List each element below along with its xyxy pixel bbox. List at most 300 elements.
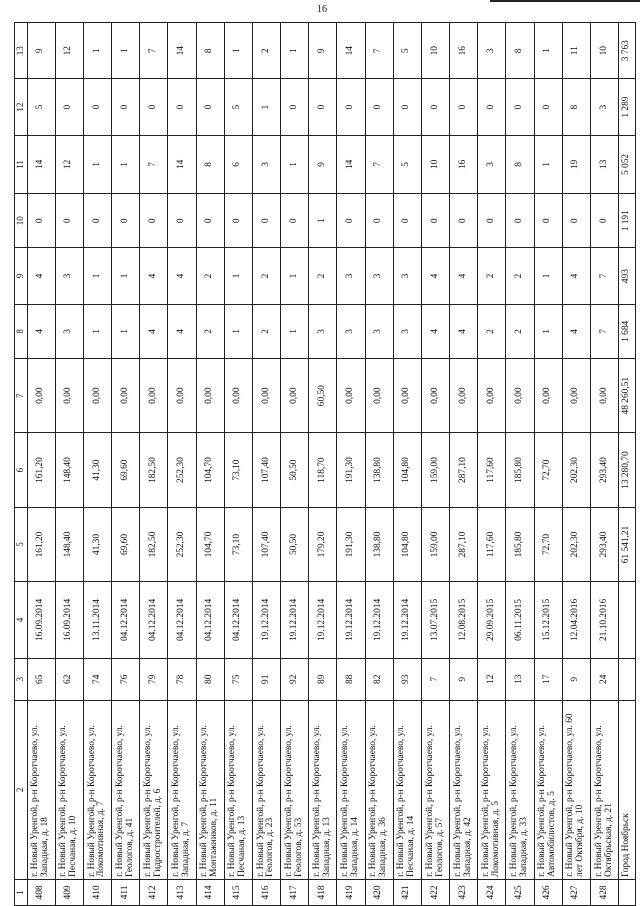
- total-value-cell: 1 191: [619, 194, 636, 248]
- total-value-cell: 48 260,51: [619, 358, 636, 432]
- column-number-cell: 11: [15, 135, 28, 193]
- value-cell: 0: [478, 194, 506, 248]
- address-cell: г. Новый Уренгой, р-н Коротчаево, ул. Западная, д. 13: [309, 700, 337, 879]
- table-row: [224, 23, 252, 906]
- value-cell: 0,00: [421, 358, 449, 432]
- value-cell: 13.11.2014: [83, 582, 111, 658]
- value-cell: 76: [112, 658, 140, 700]
- empty-cell: [619, 582, 636, 658]
- value-cell: 104,80: [393, 507, 421, 581]
- column-number-cell: 12: [15, 79, 28, 135]
- value-cell: 161,20: [27, 507, 55, 581]
- value-cell: 182,50: [140, 433, 168, 507]
- row-number-cell: 411: [112, 879, 140, 905]
- value-cell: 9: [450, 658, 478, 700]
- value-cell: 4: [168, 304, 196, 358]
- value-cell: 14: [337, 23, 365, 79]
- value-cell: 293,40: [590, 433, 618, 507]
- table-row: [281, 23, 309, 906]
- value-cell: 0,00: [140, 358, 168, 432]
- value-cell: 1: [83, 135, 111, 193]
- value-cell: 138,80: [365, 507, 393, 581]
- value-cell: 0: [112, 79, 140, 135]
- value-cell: 8: [506, 135, 534, 193]
- total-label: Город Ноябрьск: [619, 700, 636, 879]
- value-cell: 12: [55, 135, 83, 193]
- value-cell: 14: [168, 23, 196, 79]
- empty-cell: [619, 658, 636, 700]
- value-cell: 11: [562, 23, 590, 79]
- table-row: [196, 23, 224, 906]
- value-cell: 0: [281, 194, 309, 248]
- row-number-cell: 425: [506, 879, 534, 905]
- column-number-cell: 4: [15, 582, 28, 658]
- value-cell: 0: [55, 79, 83, 135]
- value-cell: 60,50: [309, 358, 337, 432]
- total-value-cell: 1 289: [619, 79, 636, 135]
- value-cell: 252,30: [168, 433, 196, 507]
- value-cell: 1: [534, 248, 562, 304]
- value-cell: 0: [393, 194, 421, 248]
- row-number-cell: 426: [534, 879, 562, 905]
- address-cell: г. Новый Уренгой, р-н Коротчаево, ул. Песчаная, д. 10: [55, 700, 83, 879]
- value-cell: 1: [281, 135, 309, 193]
- value-cell: 9: [27, 23, 55, 79]
- value-cell: 4: [562, 248, 590, 304]
- value-cell: 7: [421, 658, 449, 700]
- value-cell: 0: [140, 194, 168, 248]
- value-cell: 19.12.2014: [393, 582, 421, 658]
- empty-cell: [619, 879, 636, 905]
- value-cell: 16.09.2014: [27, 582, 55, 658]
- value-cell: 7: [140, 135, 168, 193]
- row-number-cell: 418: [309, 879, 337, 905]
- value-cell: 0,00: [196, 358, 224, 432]
- value-cell: 0: [27, 194, 55, 248]
- row-number-cell: 408: [27, 879, 55, 905]
- row-number-cell: 414: [196, 879, 224, 905]
- table-row: [450, 23, 478, 906]
- column-number-cell: 9: [15, 248, 28, 304]
- address-cell: г. Новый Уренгой, р-н Коротчаево, ул. Геологов, д. 23: [252, 700, 280, 879]
- table-row: [309, 23, 337, 906]
- value-cell: 138,80: [365, 433, 393, 507]
- value-cell: 12: [478, 658, 506, 700]
- table-row: [590, 23, 618, 906]
- top-edge-rule: [490, 0, 640, 2]
- address-cell: г. Новый Уренгой, р-н Коротчаево, ул. Песчаная, д. 14: [393, 700, 421, 879]
- value-cell: 1: [83, 248, 111, 304]
- value-cell: 2: [309, 248, 337, 304]
- value-cell: 0: [196, 79, 224, 135]
- value-cell: 161,20: [27, 433, 55, 507]
- value-cell: 0,00: [281, 358, 309, 432]
- value-cell: 0,00: [83, 358, 111, 432]
- value-cell: 04.12.2014: [224, 582, 252, 658]
- table-body: [15, 23, 636, 906]
- value-cell: 4: [27, 248, 55, 304]
- address-cell: г. Новый Уренгой, р-н Коротчаево, ул. Геологов, д. 41: [112, 700, 140, 879]
- value-cell: 0: [281, 79, 309, 135]
- value-cell: 3: [337, 304, 365, 358]
- value-cell: 104,80: [393, 433, 421, 507]
- value-cell: 182,50: [140, 507, 168, 581]
- value-cell: 2: [196, 304, 224, 358]
- row-number-cell: 417: [281, 879, 309, 905]
- table-row: [83, 23, 111, 906]
- value-cell: 13: [590, 135, 618, 193]
- address-cell: г. Новый Уренгой, р-н Коротчаево, ул. Западная, д. 7: [168, 700, 196, 879]
- value-cell: 0: [140, 79, 168, 135]
- value-cell: 148,40: [55, 507, 83, 581]
- value-cell: 19.12.2014: [337, 582, 365, 658]
- value-cell: 0: [252, 194, 280, 248]
- total-value-cell: 61 541,21: [619, 507, 636, 581]
- value-cell: 9: [309, 23, 337, 79]
- value-cell: 3: [478, 23, 506, 79]
- row-number-cell: 423: [450, 879, 478, 905]
- value-cell: 2: [252, 23, 280, 79]
- value-cell: 3: [337, 248, 365, 304]
- value-cell: 10: [421, 135, 449, 193]
- value-cell: 13.07.2015: [421, 582, 449, 658]
- address-cell: г. Новый Уренгой, р-н Коротчаево, ул. Геологов, д. 53: [281, 700, 309, 879]
- value-cell: 72,70: [534, 507, 562, 581]
- value-cell: 0,00: [478, 358, 506, 432]
- value-cell: 41,30: [83, 433, 111, 507]
- value-cell: 19.12.2014: [365, 582, 393, 658]
- row-number-cell: 413: [168, 879, 196, 905]
- value-cell: 0: [168, 194, 196, 248]
- value-cell: 0: [224, 194, 252, 248]
- value-cell: 1: [309, 194, 337, 248]
- row-number-cell: 416: [252, 879, 280, 905]
- value-cell: 3: [393, 304, 421, 358]
- table-row: [534, 23, 562, 906]
- value-cell: 107,40: [252, 507, 280, 581]
- value-cell: 69,60: [112, 433, 140, 507]
- table-row: [27, 23, 55, 906]
- value-cell: 0: [337, 194, 365, 248]
- value-cell: 74: [83, 658, 111, 700]
- value-cell: 107,40: [252, 433, 280, 507]
- value-cell: 92: [281, 658, 309, 700]
- value-cell: 3: [55, 304, 83, 358]
- value-cell: 2: [506, 304, 534, 358]
- address-cell: г. Новый Уренгой, р-н Коротчаево, ул. 60 лет Октября, д. 10: [562, 700, 590, 879]
- value-cell: 65: [27, 658, 55, 700]
- value-cell: 0,00: [365, 358, 393, 432]
- value-cell: 0: [168, 79, 196, 135]
- value-cell: 7: [365, 135, 393, 193]
- value-cell: 191,30: [337, 507, 365, 581]
- value-cell: 79: [140, 658, 168, 700]
- value-cell: 0: [337, 79, 365, 135]
- value-cell: 179,20: [309, 507, 337, 581]
- value-cell: 7: [590, 304, 618, 358]
- value-cell: 1: [224, 23, 252, 79]
- value-cell: 4: [140, 304, 168, 358]
- value-cell: 14: [27, 135, 55, 193]
- value-cell: 15.12.2015: [534, 582, 562, 658]
- value-cell: 1: [112, 248, 140, 304]
- value-cell: 0: [309, 79, 337, 135]
- value-cell: 7: [140, 23, 168, 79]
- address-cell: г. Новый Уренгой, р-н Коротчаево, ул. Октябрьская, д. 21: [590, 700, 618, 879]
- value-cell: 04.12.2014: [196, 582, 224, 658]
- value-cell: 9: [309, 135, 337, 193]
- value-cell: 4: [27, 304, 55, 358]
- value-cell: 0: [83, 79, 111, 135]
- table-row: [140, 23, 168, 906]
- value-cell: 3: [393, 248, 421, 304]
- value-cell: 4: [168, 248, 196, 304]
- row-number-cell: 421: [393, 879, 421, 905]
- value-cell: 3: [55, 248, 83, 304]
- value-cell: 8: [196, 23, 224, 79]
- value-cell: 24: [590, 658, 618, 700]
- value-cell: 0: [83, 194, 111, 248]
- value-cell: 1: [281, 248, 309, 304]
- value-cell: 5: [224, 79, 252, 135]
- value-cell: 13: [506, 658, 534, 700]
- value-cell: 62: [55, 658, 83, 700]
- value-cell: 10: [421, 23, 449, 79]
- rotated-page: [14, 22, 636, 906]
- value-cell: 73,10: [224, 433, 252, 507]
- value-cell: 0,00: [590, 358, 618, 432]
- value-cell: 04.12.2014: [168, 582, 196, 658]
- value-cell: 104,70: [196, 507, 224, 581]
- total-row: [619, 23, 636, 906]
- value-cell: 148,40: [55, 433, 83, 507]
- total-value-cell: 5 052: [619, 135, 636, 193]
- value-cell: 19.12.2014: [252, 582, 280, 658]
- value-cell: 0,00: [393, 358, 421, 432]
- row-number-cell: 420: [365, 879, 393, 905]
- value-cell: 159,00: [421, 433, 449, 507]
- value-cell: 0,00: [168, 358, 196, 432]
- value-cell: 0: [562, 194, 590, 248]
- value-cell: 04.12.2014: [112, 582, 140, 658]
- column-number-cell: 10: [15, 194, 28, 248]
- value-cell: 3: [590, 79, 618, 135]
- row-number-cell: 427: [562, 879, 590, 905]
- value-cell: 293,40: [590, 507, 618, 581]
- address-cell: г. Новый Уренгой, р-н Коротчаево, ул. Западная, д. 18: [27, 700, 55, 879]
- value-cell: 159,00: [421, 507, 449, 581]
- total-value-cell: 493: [619, 248, 636, 304]
- row-number-cell: 409: [55, 879, 83, 905]
- value-cell: 1: [112, 135, 140, 193]
- value-cell: 12: [55, 23, 83, 79]
- value-cell: 29.09.2015: [478, 582, 506, 658]
- value-cell: 93: [393, 658, 421, 700]
- table-row: [421, 23, 449, 906]
- value-cell: 5: [393, 135, 421, 193]
- value-cell: 0: [590, 194, 618, 248]
- value-cell: 19.12.2014: [309, 582, 337, 658]
- value-cell: 89: [309, 658, 337, 700]
- value-cell: 50,50: [281, 433, 309, 507]
- value-cell: 3: [309, 304, 337, 358]
- value-cell: 4: [421, 248, 449, 304]
- address-cell: г. Новый Уренгой, р-н Коротчаево, ул. Геологов, д. 57: [421, 700, 449, 879]
- table-row: [562, 23, 590, 906]
- value-cell: 14: [168, 135, 196, 193]
- value-cell: 16: [450, 23, 478, 79]
- value-cell: 0: [365, 79, 393, 135]
- value-cell: 0: [478, 79, 506, 135]
- table-row: [365, 23, 393, 906]
- table-row: [168, 23, 196, 906]
- value-cell: 04.12.2014: [140, 582, 168, 658]
- value-cell: 73,10: [224, 507, 252, 581]
- column-number-cell: 2: [15, 700, 28, 879]
- value-cell: 1: [112, 304, 140, 358]
- value-cell: 0: [365, 194, 393, 248]
- value-cell: 16: [450, 135, 478, 193]
- value-cell: 80: [196, 658, 224, 700]
- value-cell: 0,00: [337, 358, 365, 432]
- value-cell: 4: [450, 248, 478, 304]
- value-cell: 16.09.2014: [55, 582, 83, 658]
- row-number-cell: 412: [140, 879, 168, 905]
- value-cell: 2: [506, 248, 534, 304]
- value-cell: 4: [562, 304, 590, 358]
- value-cell: 1: [281, 304, 309, 358]
- value-cell: 1: [281, 23, 309, 79]
- value-cell: 75: [224, 658, 252, 700]
- value-cell: 0: [196, 194, 224, 248]
- value-cell: 0,00: [112, 358, 140, 432]
- address-cell: г. Новый Уренгой, р-н Коротчаево, ул. Автомобилистов, д. 5: [534, 700, 562, 879]
- address-cell: г. Новый Уренгой, р-н Коротчаево, ул. Локомотивная, д. 5: [478, 700, 506, 879]
- table-row: [112, 23, 140, 906]
- value-cell: 82: [365, 658, 393, 700]
- value-cell: 117,60: [478, 507, 506, 581]
- address-cell: г. Новый Уренгой, р-н Коротчаево, ул. Западная, д. 42: [450, 700, 478, 879]
- value-cell: 0: [393, 79, 421, 135]
- address-cell: г. Новый Уренгой, р-н Коротчаево, ул. Гидростроителей, д. 6: [140, 700, 168, 879]
- value-cell: 2: [252, 304, 280, 358]
- value-cell: 19: [562, 135, 590, 193]
- value-cell: 185,80: [506, 507, 534, 581]
- value-cell: 72,70: [534, 433, 562, 507]
- total-value-cell: 3 763: [619, 23, 636, 79]
- value-cell: 1: [252, 79, 280, 135]
- value-cell: 2: [478, 248, 506, 304]
- value-cell: 0,00: [252, 358, 280, 432]
- column-number-cell: 13: [15, 23, 28, 79]
- column-number-row: [15, 23, 28, 906]
- value-cell: 12.04.2016: [562, 582, 590, 658]
- address-cell: г. Новый Уренгой, р-н Коротчаево, ул. Монтажников, д. 11: [196, 700, 224, 879]
- value-cell: 0,00: [534, 358, 562, 432]
- page-number: 16: [317, 4, 327, 15]
- row-number-cell: 415: [224, 879, 252, 905]
- value-cell: 7: [590, 248, 618, 304]
- value-cell: 0,00: [506, 358, 534, 432]
- table-row: [506, 23, 534, 906]
- value-cell: 1: [534, 135, 562, 193]
- value-cell: 14: [337, 135, 365, 193]
- value-cell: 50,50: [281, 507, 309, 581]
- value-cell: 287,10: [450, 433, 478, 507]
- value-cell: 8: [196, 135, 224, 193]
- column-number-cell: 8: [15, 304, 28, 358]
- value-cell: 21.10.2016: [590, 582, 618, 658]
- address-cell: г. Новый Уренгой, р-н Коротчаево, ул. Западная, д. 14: [337, 700, 365, 879]
- row-number-cell: 422: [421, 879, 449, 905]
- value-cell: 185,80: [506, 433, 534, 507]
- address-cell: г. Новый Уренгой, р-н Коротчаево, ул. Западная, д. 33: [506, 700, 534, 879]
- value-cell: 4: [140, 248, 168, 304]
- value-cell: 17: [534, 658, 562, 700]
- value-cell: 0,00: [27, 358, 55, 432]
- value-cell: 10: [590, 23, 618, 79]
- column-number-cell: 7: [15, 358, 28, 432]
- table-row: [252, 23, 280, 906]
- value-cell: 1: [224, 248, 252, 304]
- value-cell: 252,30: [168, 507, 196, 581]
- value-cell: 5: [27, 79, 55, 135]
- value-cell: 91: [252, 658, 280, 700]
- value-cell: 0,00: [450, 358, 478, 432]
- value-cell: 1: [534, 23, 562, 79]
- value-cell: 9: [562, 658, 590, 700]
- value-cell: 0,00: [562, 358, 590, 432]
- table-row: [55, 23, 83, 906]
- table-row: [478, 23, 506, 906]
- value-cell: 3: [252, 135, 280, 193]
- value-cell: 104,70: [196, 433, 224, 507]
- total-value-cell: 1 684: [619, 304, 636, 358]
- value-cell: 12.08.2015: [450, 582, 478, 658]
- value-cell: 0,00: [224, 358, 252, 432]
- value-cell: 41,30: [83, 507, 111, 581]
- value-cell: 0: [534, 194, 562, 248]
- row-number-cell: 410: [83, 879, 111, 905]
- value-cell: 7: [365, 23, 393, 79]
- value-cell: 1: [83, 23, 111, 79]
- value-cell: 3: [365, 248, 393, 304]
- value-cell: 69,60: [112, 507, 140, 581]
- value-cell: 0: [55, 194, 83, 248]
- row-number-cell: 424: [478, 879, 506, 905]
- value-cell: 1: [534, 304, 562, 358]
- value-cell: 4: [450, 304, 478, 358]
- value-cell: 3: [365, 304, 393, 358]
- value-cell: 1: [83, 304, 111, 358]
- value-cell: 5: [393, 23, 421, 79]
- value-cell: 2: [478, 304, 506, 358]
- value-cell: 0: [450, 194, 478, 248]
- value-cell: 117,60: [478, 433, 506, 507]
- value-cell: 202,30: [562, 507, 590, 581]
- column-number-cell: 5: [15, 507, 28, 581]
- value-cell: 287,10: [450, 507, 478, 581]
- value-cell: 3: [478, 135, 506, 193]
- value-cell: 1: [224, 304, 252, 358]
- value-cell: 0: [112, 194, 140, 248]
- value-cell: 202,30: [562, 433, 590, 507]
- row-number-cell: 419: [337, 879, 365, 905]
- column-number-cell: 3: [15, 658, 28, 700]
- table-row: [393, 23, 421, 906]
- value-cell: 0: [421, 194, 449, 248]
- value-cell: 0,00: [55, 358, 83, 432]
